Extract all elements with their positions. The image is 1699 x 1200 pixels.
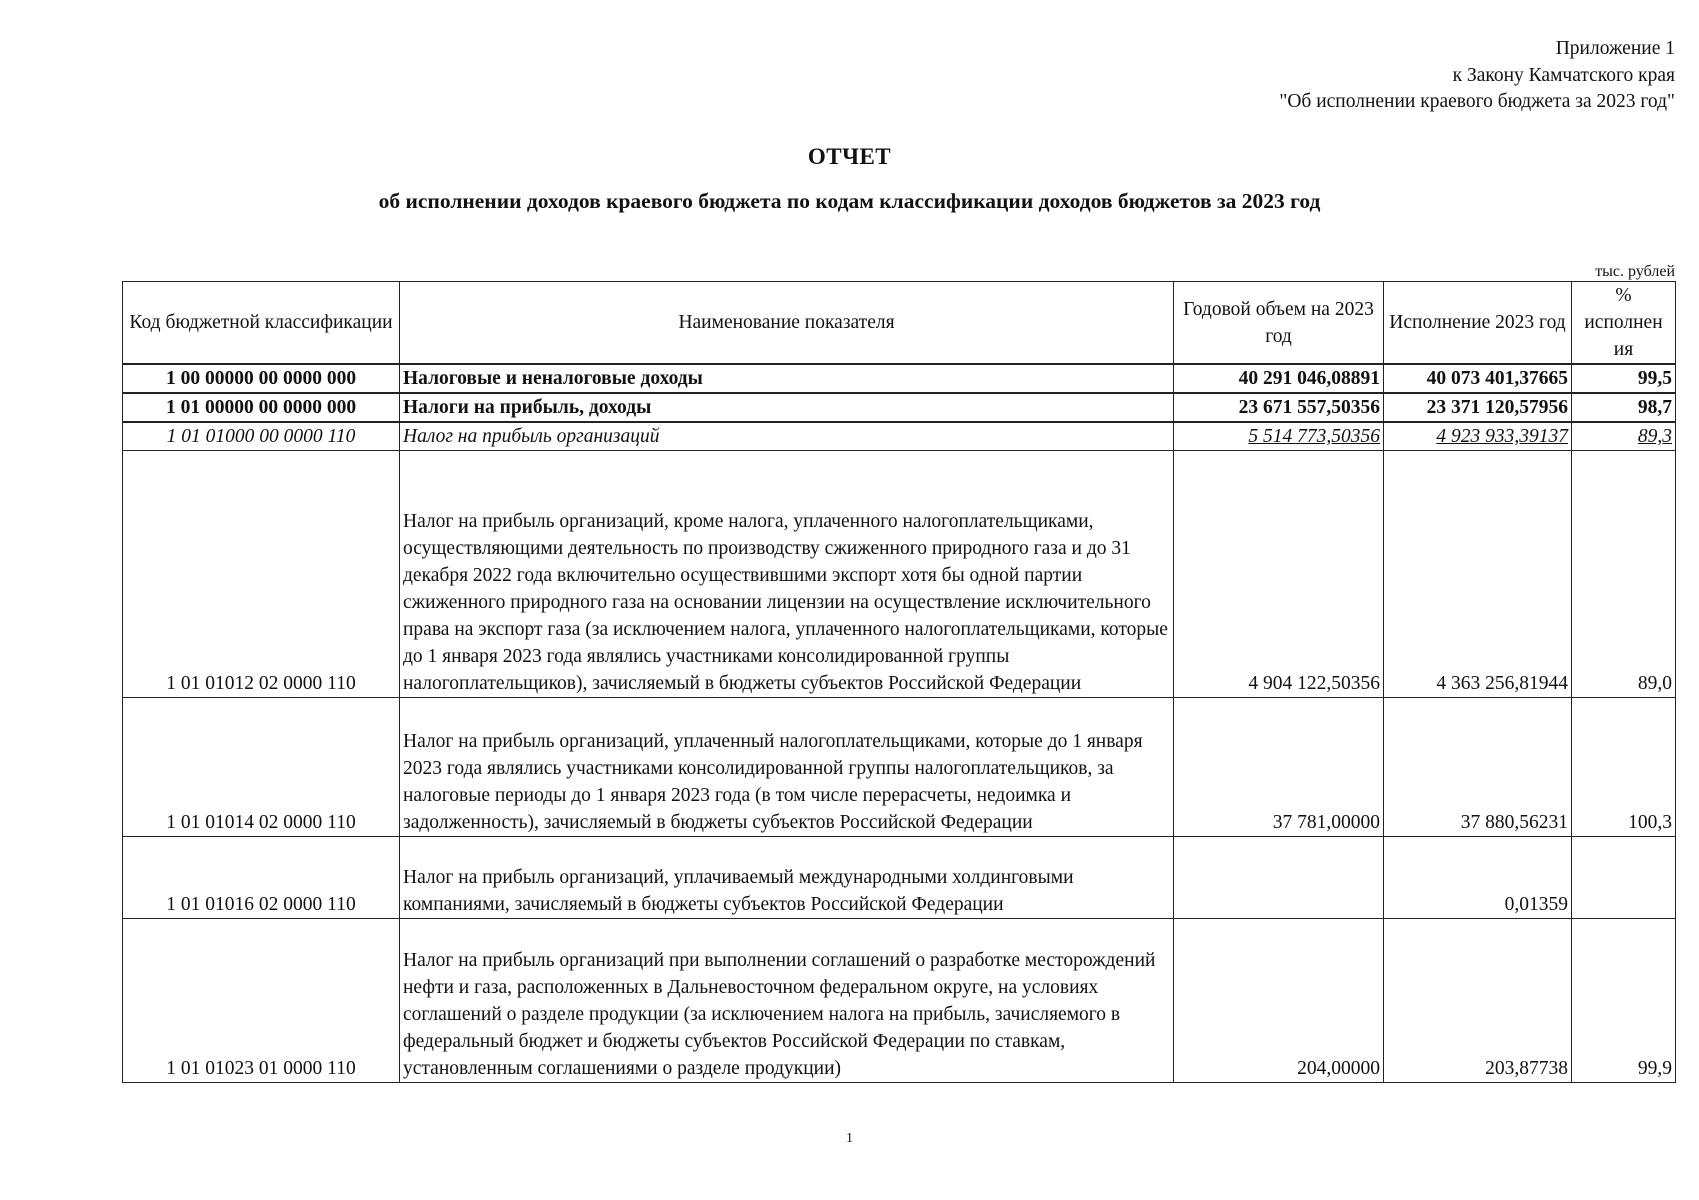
appendix-line-1: Приложение 1 [1555, 38, 1675, 59]
row-pct: 99,9 [1572, 919, 1676, 1083]
table-row [123, 837, 1676, 919]
report-subtitle: об исполнении доходов краевого бюджета по кодам классификации доходов бюджетов за 2023 год [378, 189, 1321, 213]
row-code: 1 00 00000 00 0000 000 [123, 364, 400, 393]
report-title: ОТЧЕТ [807, 144, 892, 169]
header-pct: % исполнен ия [1572, 282, 1676, 365]
row-name: Налоги на прибыль, доходы [400, 393, 1174, 422]
row-name: Налог на прибыль организаций, кроме налога, уплаченного налогоплательщиками, осуществляющими деятельность по производству сжиженного природного газа и до 31 декабря 2022 года включительно осуществившими экспорт хотя бы одной партии сжиженного природного газа на основании лицензии на осуществление исключительного права на экспорт газа (за исключением налога, уплаченного налогоплательщиками, которые до 1 января 2023 года являлись участниками консолидированной группы налогоплательщиков), зачисляемый в бюджеты субъектов Российской Федерации [400, 451, 1174, 698]
table-row [123, 451, 1676, 698]
row-exec: 0,01359 [1384, 837, 1572, 919]
units-label: тыс. рублей [1595, 263, 1675, 280]
row-pct: 99,5 [1572, 364, 1676, 393]
appendix-line-3: "Об исполнении краевого бюджета за 2023 год" [1279, 91, 1675, 112]
row-pct [1572, 837, 1676, 919]
row-name: Налог на прибыль организаций, уплаченный налогоплательщиками, которые до 1 января 2023 года являлись участниками консолидированной группы налогоплательщиков, за налоговые периоды до 1 января 2023 года (в том числе перерасчеты, недоимка и задолженность), зачисляемый в бюджеты субъектов Российской Федерации [400, 698, 1174, 837]
row-plan: 204,00000 [1174, 919, 1384, 1083]
header-exec: Исполнение 2023 год [1384, 282, 1572, 365]
table-row [123, 393, 1676, 422]
row-exec: 203,87738 [1384, 919, 1572, 1083]
row-code: 1 01 01012 02 0000 110 [123, 451, 400, 698]
row-exec: 37 880,56231 [1384, 698, 1572, 837]
row-code: 1 01 01000 00 0000 110 [123, 422, 400, 451]
table-row [123, 919, 1676, 1083]
header-plan: Годовой объем на 2023 год [1174, 282, 1384, 365]
row-plan: 4 904 122,50356 [1174, 451, 1384, 698]
appendix-reference [1279, 36, 1675, 116]
page-number: 1 [846, 1131, 853, 1146]
appendix-line-2: к Закону Камчатского края [1452, 64, 1675, 86]
row-name: Налог на прибыль организаций, уплачиваемый международными холдинговыми компаниями, зачисляемый в бюджеты субъектов Российской Федерации [400, 837, 1174, 919]
row-exec: 4 363 256,81944 [1384, 451, 1572, 698]
row-code: 1 01 00000 00 0000 000 [123, 393, 400, 422]
revenue-table [122, 281, 1676, 1083]
row-name: Налог на прибыль организаций при выполнении соглашений о разработке месторождений нефти и газа, расположенных в Дальневосточном федеральном округе, на условиях соглашений о разделе продукции (за исключением налога на прибыль, зачисляемого в федеральный бюджет и бюджеты субъектов Российской Федерации по ставкам, установленным соглашениями о разделе продукции) [400, 919, 1174, 1083]
header-code: Код бюджетной классификации [123, 282, 400, 365]
row-exec: 40 073 401,37665 [1384, 364, 1572, 393]
row-plan [1174, 837, 1384, 919]
table-row [123, 364, 1676, 393]
row-pct: 100,3 [1572, 698, 1676, 837]
table-row [123, 422, 1676, 451]
row-plan: 23 671 557,50356 [1174, 393, 1384, 422]
row-exec: 23 371 120,57956 [1384, 393, 1572, 422]
table-row [123, 698, 1676, 837]
header-name: Наименование показателя [400, 282, 1174, 365]
row-code: 1 01 01014 02 0000 110 [123, 698, 400, 837]
row-pct: 89,3 [1572, 422, 1676, 451]
row-name: Налоговые и неналоговые доходы [400, 364, 1174, 393]
row-name: Налог на прибыль организаций [400, 422, 1174, 451]
row-plan: 5 514 773,50356 [1174, 422, 1384, 451]
row-exec: 4 923 933,39137 [1384, 422, 1572, 451]
row-plan: 40 291 046,08891 [1174, 364, 1384, 393]
row-pct: 89,0 [1572, 451, 1676, 698]
row-pct: 98,7 [1572, 393, 1676, 422]
row-code: 1 01 01016 02 0000 110 [123, 837, 400, 919]
table-header-row [123, 282, 1676, 365]
row-code: 1 01 01023 01 0000 110 [123, 919, 400, 1083]
row-plan: 37 781,00000 [1174, 698, 1384, 837]
